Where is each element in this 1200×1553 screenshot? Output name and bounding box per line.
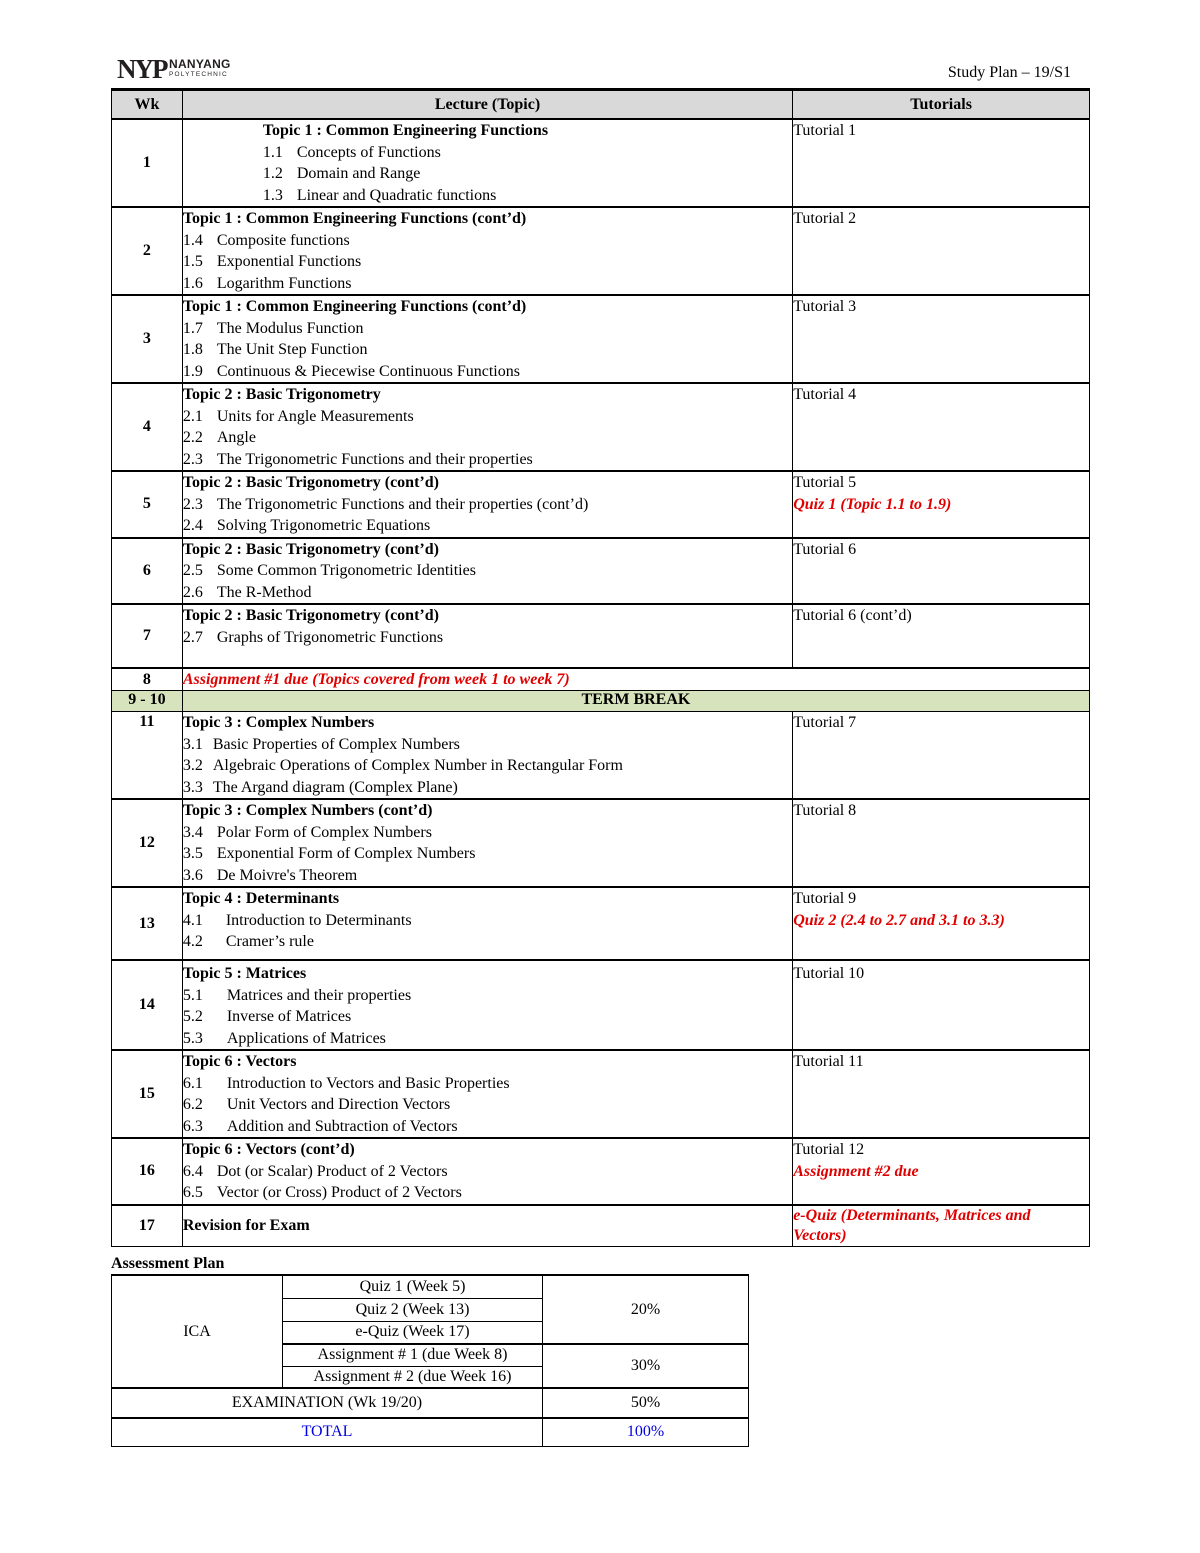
tutorial-cell <box>793 295 1090 383</box>
topic-item: 3.3 The Argand diagram (Complex Plane) <box>182 778 458 796</box>
week-number: 13 <box>112 887 183 960</box>
column-header-tutorials: Tutorials <box>793 90 1090 120</box>
nyp-logo <box>117 55 237 85</box>
week-number: 17 <box>112 1205 183 1247</box>
logo-name: NANYANG <box>169 57 231 71</box>
table-row-week-16 <box>112 1138 1090 1205</box>
lecture-cell <box>182 960 792 1050</box>
topic-item: 6.4 Dot (or Scalar) Product of 2 Vectors <box>182 1162 448 1180</box>
table-row-week-11 <box>112 712 1090 800</box>
tutorial-cell <box>793 1205 1090 1247</box>
assignment-2-label: Assignment # 2 (due Week 16) <box>283 1366 543 1388</box>
lecture-cell <box>182 712 792 800</box>
tutorial-label: Tutorial 6 (cont’d) <box>793 607 912 624</box>
lecture-cell <box>182 604 792 668</box>
topic-item: 2.3 The Trigonometric Functions and their properties (cont’d) <box>182 495 589 513</box>
topic-item: 1.3 Linear and Quadratic functions <box>262 186 497 204</box>
lecture-cell <box>182 119 792 207</box>
equiz-label: e-Quiz (Week 17) <box>283 1321 543 1344</box>
table-row <box>112 1388 749 1418</box>
table-row-week-8 <box>112 668 1090 691</box>
exam-label: EXAMINATION (Wk 19/20) <box>112 1388 543 1418</box>
topic-title: Topic 6 : Vectors (cont’d) <box>182 1141 355 1158</box>
topic-item: 3.2 Algebraic Operations of Complex Number in Rectangular Form <box>182 757 623 774</box>
week-number: 2 <box>112 207 183 295</box>
lecture-cell <box>182 207 792 295</box>
total-label: TOTAL <box>112 1418 543 1446</box>
week-number: 5 <box>112 471 183 538</box>
tutorial-cell <box>793 538 1090 605</box>
table-row-week-14 <box>112 960 1090 1050</box>
topic-item: 1.7 The Modulus Function <box>182 319 364 337</box>
tutorial-cell <box>793 471 1090 538</box>
week-number: 16 <box>112 1138 183 1205</box>
topic-title: Topic 2 : Basic Trigonometry (cont’d) <box>182 540 439 558</box>
assignment-note: Assignment #1 due (Topics covered from week 1 to week 7) <box>182 671 570 688</box>
table-row-week-1 <box>112 119 1090 207</box>
lecture-cell <box>182 471 792 538</box>
table-row-week-4 <box>112 383 1090 471</box>
term-break-label: TERM BREAK <box>182 691 1089 712</box>
total-weight: 100% <box>543 1418 749 1446</box>
table-row-week-6 <box>112 538 1090 605</box>
topic-item: 6.2 Unit Vectors and Direction Vectors <box>182 1096 451 1113</box>
topic-title: Topic 1 : Common Engineering Functions (cont’d) <box>182 298 527 315</box>
lecture-cell <box>182 887 792 960</box>
topic-title: Topic 2 : Basic Trigonometry <box>182 386 381 403</box>
table-row-week-5 <box>112 471 1090 538</box>
topic-item: 6.1 Introduction to Vectors and Basic Properties <box>182 1074 510 1092</box>
assignment-note: Assignment #2 due <box>793 1162 919 1180</box>
tutorial-label: Tutorial 12 <box>793 1141 865 1158</box>
tutorial-label: Tutorial 9 <box>793 890 857 907</box>
quiz-weight: 20% <box>543 1275 749 1344</box>
topic-item: 3.1 Basic Properties of Complex Numbers <box>182 735 460 753</box>
tutorial-cell <box>793 1050 1090 1138</box>
tutorial-label: Tutorial 8 <box>793 802 857 819</box>
topic-item: 2.3 The Trigonometric Functions and their properties <box>182 450 533 468</box>
table-row-week-13 <box>112 887 1090 960</box>
topic-item: 1.8 The Unit Step Function <box>182 341 368 358</box>
table-row-week-3 <box>112 295 1090 383</box>
exam-weight: 50% <box>543 1388 749 1418</box>
topic-title: Topic 1 : Common Engineering Functions (cont’d) <box>182 210 527 227</box>
topic-title: Topic 2 : Basic Trigonometry (cont’d) <box>182 607 439 624</box>
topic-item: 1.5 Exponential Functions <box>182 253 362 270</box>
tutorial-label: Tutorial 5 <box>793 474 857 491</box>
doc-title: Study Plan – 19/S1 <box>947 64 1071 81</box>
topic-item: 2.4 Solving Trigonometric Equations <box>182 517 431 534</box>
topic-item: 5.1 Matrices and their properties <box>182 986 412 1004</box>
topic-item: 2.1 Units for Angle Measurements <box>182 407 414 425</box>
lecture-cell <box>182 799 792 887</box>
tutorial-cell <box>793 604 1090 668</box>
topic-item: 2.5 Some Common Trigonometric Identities <box>182 562 476 579</box>
tutorial-label: Tutorial 3 <box>793 298 857 315</box>
tutorial-cell <box>793 799 1090 887</box>
week-number: 14 <box>112 960 183 1050</box>
week-number: 15 <box>112 1050 183 1138</box>
topic-item: 4.2 Cramer’s rule <box>182 933 314 950</box>
week-number: 7 <box>112 604 183 668</box>
equiz-note-line-1: e-Quiz (Determinants, Matrices and <box>793 1206 1031 1224</box>
tutorial-cell <box>793 119 1090 207</box>
week-number: 12 <box>112 799 183 887</box>
tutorial-cell <box>793 207 1090 295</box>
lecture-cell <box>182 1138 792 1205</box>
topic-title: Topic 6 : Vectors <box>182 1053 297 1070</box>
table-row-week-15 <box>112 1050 1090 1138</box>
table-row-term-break <box>112 691 1090 712</box>
topic-item: 6.5 Vector (or Cross) Product of 2 Vectors <box>182 1184 462 1201</box>
week-number: 9 - 10 <box>112 691 183 712</box>
lecture-cell <box>182 1050 792 1138</box>
column-header-lecture: Lecture (Topic) <box>182 90 792 120</box>
topic-item: 5.2 Inverse of Matrices <box>182 1008 352 1025</box>
assignment-cell <box>182 668 1089 691</box>
tutorial-label: Tutorial 10 <box>793 965 865 982</box>
tutorial-cell <box>793 1138 1090 1205</box>
tutorial-label: Tutorial 2 <box>793 210 857 227</box>
tutorial-label: Tutorial 7 <box>793 714 857 731</box>
topic-item: 5.3 Applications of Matrices <box>182 1029 386 1047</box>
topic-item: 2.6 The R-Method <box>182 583 312 601</box>
week-number: 1 <box>112 119 183 207</box>
lecture-cell <box>182 383 792 471</box>
topic-title: Topic 1 : Common Engineering Functions <box>262 122 549 139</box>
topic-item: 3.6 De Moivre's Theorem <box>182 866 358 884</box>
logo-mark: NYP <box>117 54 167 84</box>
ica-label: ICA <box>112 1275 283 1388</box>
tutorial-label: Tutorial 11 <box>793 1053 864 1070</box>
topic-item: 2.7 Graphs of Trigonometric Functions <box>182 628 444 646</box>
table-row <box>112 1418 749 1446</box>
topic-item: 2.2 Angle <box>182 429 256 446</box>
topic-item: 6.3 Addition and Subtraction of Vectors <box>182 1117 458 1135</box>
quiz-note: Quiz 2 (2.4 to 2.7 and 3.1 to 3.3) <box>793 911 1005 929</box>
lecture-cell <box>182 295 792 383</box>
quiz-note: Quiz 1 (Topic 1.1 to 1.9) <box>793 495 952 513</box>
lecture-cell <box>182 538 792 605</box>
table-row-week-7 <box>112 604 1090 668</box>
table-row-week-17 <box>112 1205 1090 1247</box>
topic-item: 3.5 Exponential Form of Complex Numbers <box>182 845 476 862</box>
week-number: 6 <box>112 538 183 605</box>
topic-title: Topic 3 : Complex Numbers (cont’d) <box>182 802 433 819</box>
week-number: 3 <box>112 295 183 383</box>
table-row-week-12 <box>112 799 1090 887</box>
tutorial-cell <box>793 383 1090 471</box>
topic-title: Revision for Exam <box>182 1217 310 1234</box>
topic-title: Topic 3 : Complex Numbers <box>182 714 375 731</box>
tutorial-label: Tutorial 6 <box>793 540 857 558</box>
tutorial-cell <box>793 887 1090 960</box>
topic-title: Topic 2 : Basic Trigonometry (cont’d) <box>182 474 439 491</box>
topic-item: 1.4 Composite functions <box>182 231 350 249</box>
table-row <box>112 1275 749 1298</box>
study-plan-table <box>111 88 1090 1247</box>
topic-item: 1.9 Continuous & Piecewise Continuous Functions <box>182 362 520 380</box>
table-header-row <box>112 90 1090 120</box>
lecture-cell <box>182 1205 792 1247</box>
week-number: 4 <box>112 383 183 471</box>
week-number: 8 <box>112 668 183 691</box>
quiz-1-label: Quiz 1 (Week 5) <box>283 1275 543 1298</box>
quiz-2-label: Quiz 2 (Week 13) <box>283 1298 543 1321</box>
topic-item: 1.2 Domain and Range <box>262 165 421 182</box>
assignment-1-label: Assignment # 1 (due Week 8) <box>283 1344 543 1366</box>
table-row-week-2 <box>112 207 1090 295</box>
week-number: 11 <box>112 712 183 800</box>
tutorial-label: Tutorial 4 <box>793 386 857 403</box>
topic-title: Topic 5 : Matrices <box>182 965 307 982</box>
assessment-plan-table <box>111 1274 749 1447</box>
tutorial-cell <box>793 960 1090 1050</box>
topic-item: 1.1 Concepts of Functions <box>262 143 441 161</box>
tutorial-label: Tutorial 1 <box>793 122 857 139</box>
assessment-plan-title: Assessment Plan <box>111 1255 225 1272</box>
assignment-weight: 30% <box>543 1344 749 1388</box>
topic-item: 3.4 Polar Form of Complex Numbers <box>182 823 432 841</box>
column-header-wk: Wk <box>112 90 183 120</box>
topic-item: 4.1 Introduction to Determinants <box>182 911 412 929</box>
equiz-note-line-2: Vectors) <box>793 1226 847 1244</box>
topic-item: 1.6 Logarithm Functions <box>182 274 352 292</box>
topic-title: Topic 4 : Determinants <box>182 890 340 907</box>
logo-subtitle: POLYTECHNIC <box>169 71 228 78</box>
tutorial-cell <box>793 712 1090 800</box>
